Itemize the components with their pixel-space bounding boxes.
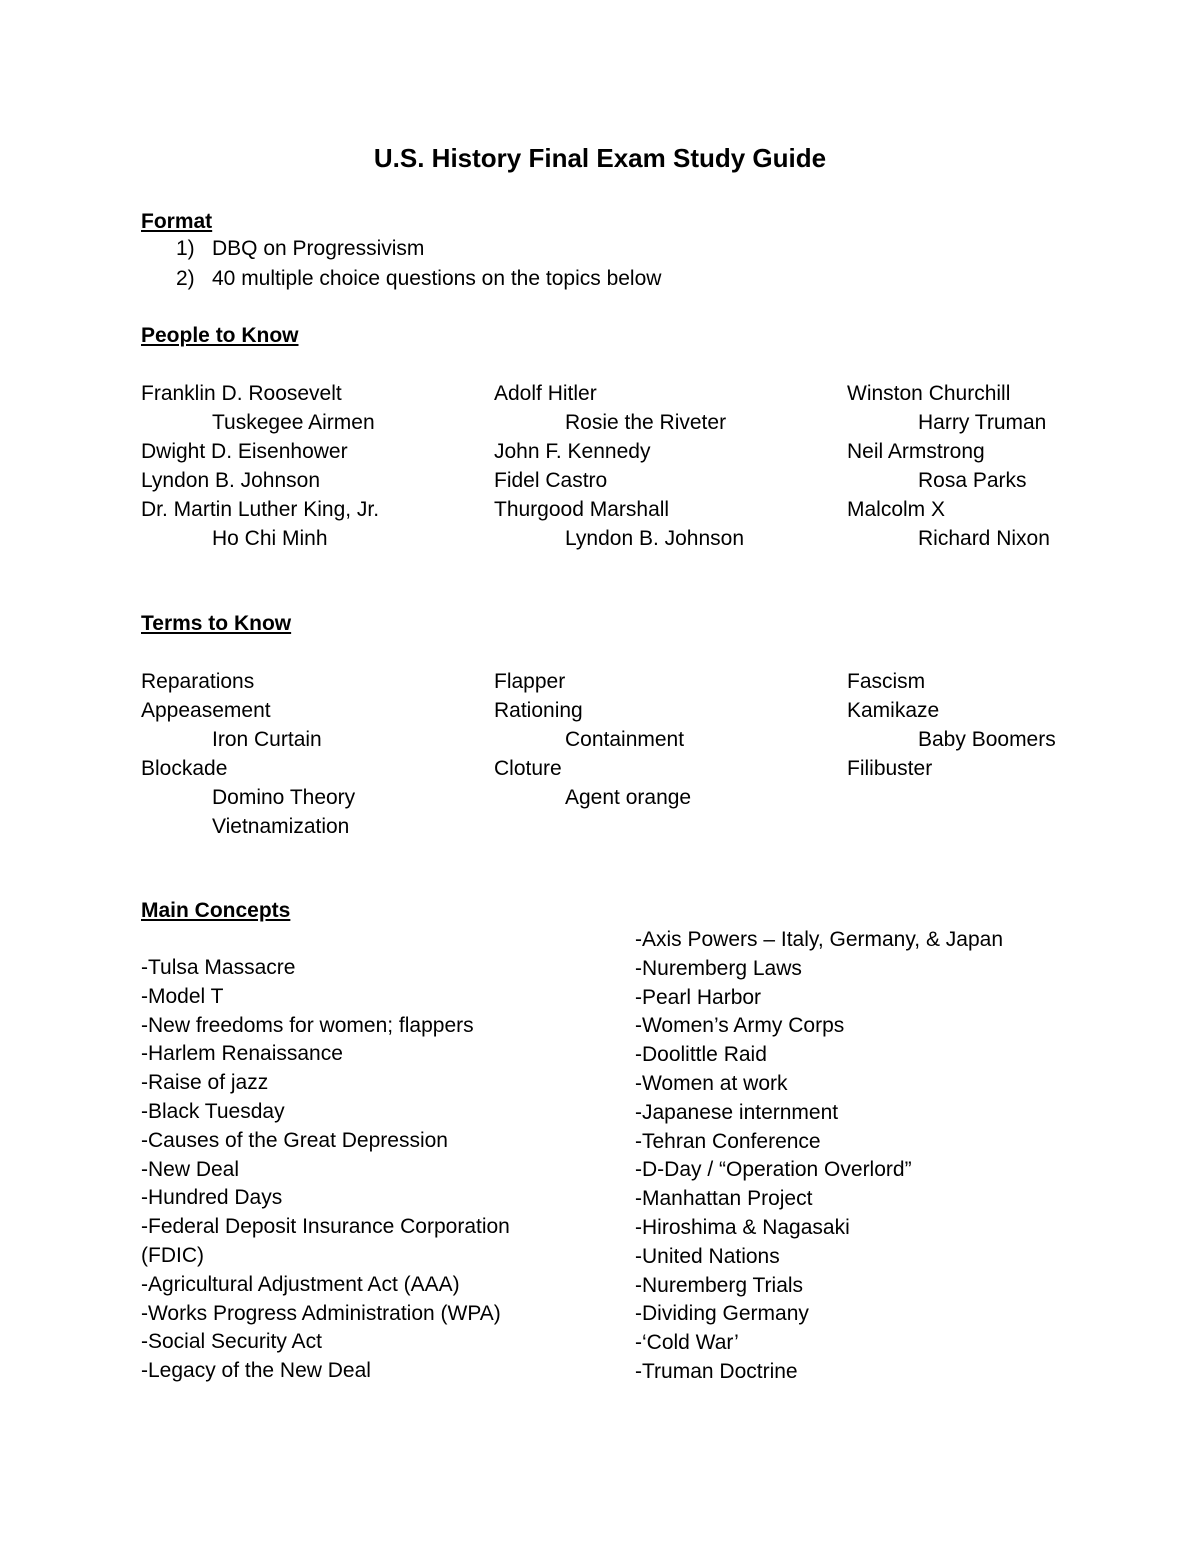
- concept-item: -Federal Deposit Insurance Corporation: [141, 1215, 510, 1239]
- person-cell: Tuskegee Airmen: [212, 411, 375, 434]
- person-cell: Ho Chi Minh: [212, 527, 328, 550]
- concept-item: -Women at work: [635, 1071, 788, 1095]
- terms-heading: Terms to Know: [141, 612, 292, 635]
- person-cell: Rosie the Riveter: [565, 411, 727, 434]
- term-cell: Rationing: [494, 699, 583, 722]
- concept-item: -United Nations: [635, 1244, 780, 1268]
- concept-item: -Axis Powers – Italy, Germany, & Japan: [635, 928, 1004, 951]
- term-cell: Fascism: [847, 670, 926, 693]
- concept-item: -Social Security Act: [141, 1330, 322, 1354]
- person-cell: Dwight D. Eisenhower: [141, 440, 348, 463]
- concept-item: -New freedoms for women; flappers: [141, 1013, 474, 1037]
- concept-item: -Nuremberg Trials: [635, 1273, 804, 1297]
- concept-item: -Japanese internment: [635, 1100, 839, 1124]
- person-cell: Malcolm X: [847, 498, 946, 521]
- term-cell: Baby Boomers: [918, 728, 1056, 751]
- concept-item: -Nuremberg Laws: [635, 956, 802, 980]
- term-cell: Blockade: [141, 757, 228, 780]
- concept-item: -Tulsa Massacre: [141, 956, 296, 979]
- concept-item: -Dividing Germany: [635, 1302, 809, 1326]
- concept-item: -Works Progress Administration (WPA): [141, 1301, 501, 1325]
- term-cell: Domino Theory: [212, 786, 356, 809]
- person-cell: Dr. Martin Luther King, Jr.: [141, 498, 380, 521]
- term-cell: Containment: [565, 728, 685, 751]
- format-item-text: 40 multiple choice questions on the topics below: [212, 266, 662, 290]
- concept-item: (FDIC): [141, 1243, 204, 1267]
- term-cell: Appeasement: [141, 699, 271, 722]
- concepts-heading: Main Concepts: [141, 899, 291, 922]
- concept-item: -Hundred Days: [141, 1186, 283, 1210]
- person-cell: Rosa Parks: [918, 469, 1027, 492]
- concept-item: -Model T: [141, 984, 224, 1008]
- format-item-text: DBQ on Progressivism: [212, 237, 425, 260]
- concepts-right-list: [635, 925, 1003, 1386]
- concept-item: -Harlem Renaissance: [141, 1042, 343, 1066]
- concept-item: -‘Cold War’: [635, 1331, 739, 1355]
- person-cell: Richard Nixon: [918, 527, 1050, 550]
- format-item-number: 2): [176, 266, 195, 290]
- format-heading: Format: [141, 210, 213, 233]
- term-cell: [847, 783, 1200, 812]
- person-cell: Thurgood Marshall: [494, 498, 670, 521]
- term-cell: Agent orange: [565, 786, 692, 809]
- person-cell: Fidel Castro: [494, 469, 608, 492]
- format-list: [176, 234, 661, 293]
- person-cell: Harry Truman: [918, 411, 1047, 434]
- person-cell: Lyndon B. Johnson: [565, 527, 745, 550]
- term-cell: Cloture: [494, 757, 562, 780]
- term-cell: [494, 812, 847, 841]
- terms-grid: [141, 667, 1200, 841]
- concept-item: -Truman Doctrine: [635, 1359, 798, 1383]
- person-cell: Neil Armstrong: [847, 440, 985, 463]
- term-cell: Reparations: [141, 670, 255, 693]
- person-cell: Winston Churchill: [847, 382, 1011, 405]
- term-cell: Filibuster: [847, 757, 933, 780]
- concept-item: -Causes of the Great Depression: [141, 1128, 448, 1152]
- format-item-number: 1): [176, 237, 195, 260]
- format-item: [176, 264, 661, 294]
- person-cell: Adolf Hitler: [494, 382, 597, 405]
- concept-item: -Pearl Harbor: [635, 985, 762, 1009]
- people-heading: People to Know: [141, 324, 299, 347]
- term-cell: [847, 812, 1200, 841]
- person-cell: Lyndon B. Johnson: [141, 469, 321, 492]
- concept-item: -Manhattan Project: [635, 1187, 813, 1211]
- person-cell: Franklin D. Roosevelt: [141, 382, 342, 405]
- term-cell: Kamikaze: [847, 699, 940, 722]
- person-cell: John F. Kennedy: [494, 440, 651, 463]
- concept-item: -Agricultural Adjustment Act (AAA): [141, 1272, 460, 1296]
- concept-item: -Tehran Conference: [635, 1129, 821, 1153]
- people-grid: [141, 379, 1200, 553]
- concept-item: -Women’s Army Corps: [635, 1014, 845, 1038]
- term-cell: Iron Curtain: [212, 728, 322, 751]
- concepts-left-list: [141, 953, 510, 1385]
- format-item: [176, 234, 661, 264]
- concept-item: -New Deal: [141, 1157, 240, 1181]
- term-cell: Flapper: [494, 670, 566, 693]
- concept-item: -D-Day / “Operation Overlord”: [635, 1158, 912, 1182]
- concept-item: -Black Tuesday: [141, 1099, 285, 1123]
- concept-item: -Raise of jazz: [141, 1071, 269, 1095]
- term-cell: Vietnamization: [212, 815, 350, 838]
- concept-item: -Hiroshima & Nagasaki: [635, 1215, 850, 1239]
- page-title: U.S. History Final Exam Study Guide: [373, 143, 827, 173]
- concept-item: -Doolittle Raid: [635, 1043, 767, 1067]
- concept-item: -Legacy of the New Deal: [141, 1359, 371, 1383]
